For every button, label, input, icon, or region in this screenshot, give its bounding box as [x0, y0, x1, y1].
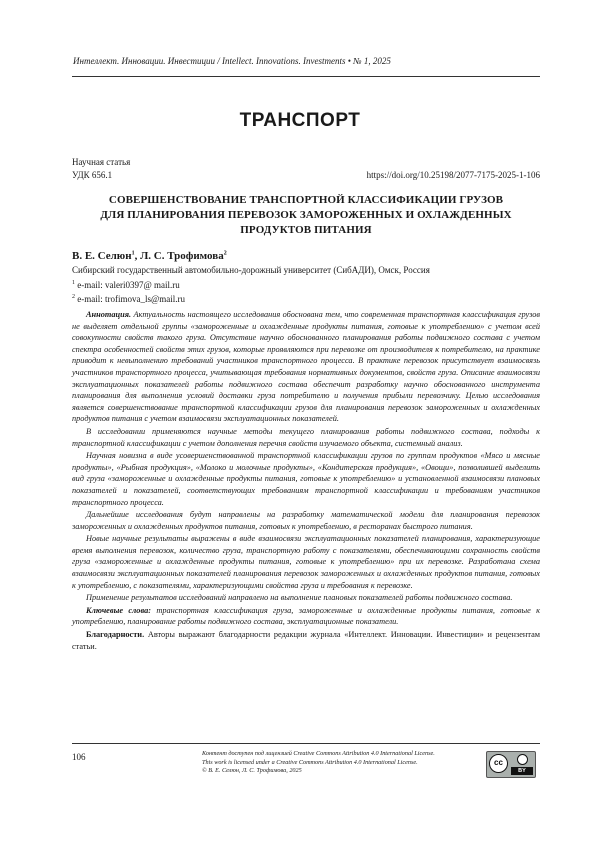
- doi-link[interactable]: https://doi.org/10.25198/2077-7175-2025-1-106: [366, 170, 540, 180]
- author-list: [72, 250, 227, 262]
- title-line: СОВЕРШЕНСТВОВАНИЕ ТРАНСПОРТНОЙ КЛАССИФИКАЦИИ ГРУЗОВ: [108, 194, 504, 206]
- acknowledgments-paragraph: [72, 629, 540, 652]
- author-superscript: 2: [223, 250, 227, 257]
- affiliation-block: [72, 264, 430, 306]
- attribution-icon: [513, 754, 531, 767]
- footer-divider: [72, 743, 540, 744]
- email-line: [72, 291, 430, 306]
- email-line: [72, 277, 430, 292]
- keywords-label: Ключевые слова:: [86, 605, 152, 615]
- abstract-paragraph: В исследовании применяются научные методы текущего планирования работы подвижного состава, подходы к транспортной классификации с учетом дополнения перечня свойств изучаемого объекта, системный анализ.: [72, 426, 540, 448]
- abstract-label: Аннотация.: [86, 310, 132, 319]
- article-meta: [72, 156, 540, 182]
- author-name: В. Е. Селюн: [72, 250, 132, 262]
- keywords-paragraph: [72, 605, 540, 628]
- article-type: Научная статья: [72, 157, 131, 167]
- acknowledgments-label: Благодарности.: [86, 630, 145, 640]
- license-block: [202, 750, 435, 776]
- abstract-paragraph: [72, 309, 540, 425]
- section-title: ТРАНСПОРТ: [239, 110, 361, 131]
- udk-code: УДК 656.1: [72, 170, 113, 180]
- title-line: ПРОДУКТОВ ПИТАНИЯ: [240, 224, 372, 236]
- abstract-paragraph: Научная новизна в виде усовершенствованной транспортной классификации грузов по группам продуктов «Мясо и мясные продукты», «Рыбная продукция», «Молоко и молочные продукты», «Кондитерская продукция», «Овощи», позволившей выделить вид груза «замороженные и охлажденные продукты питания, готовые к употреблению» и установленной взаимосвязи плановых показателей и показателей, соответствующих требованиям транспортной классификации и требованиям участников транспортного процесса.: [72, 451, 540, 507]
- article-title: [72, 193, 540, 238]
- author-separator: ,: [134, 250, 141, 262]
- abstract-paragraph: Применение результатов исследований направлено на выполнение плановых показателей работы подвижного состава.: [86, 593, 513, 603]
- abstract-paragraph: Новые научные результаты выражены в виде взаимосвязи эксплуатационных показателей планирования, характеризующие время выполнения перевозок, количество груза, транспортную работу с показателями, обеспечивающими сохранность свойств груза «замороженные и охлажденные продукты питания, готовые к употреблению» при их перевозке. Разработана схема взаимосвязи эксплуатационных показателей планирования перевозок замороженных и охлажденных продуктов питания, готовых к употреблению, с показателями, характеризующими свойства груза и требования к перевозке.: [72, 534, 540, 590]
- abstract-text: Актуальность настоящего исследования обоснована тем, что современная транспортная классификация грузов не выделяет отдельной группы «замороженные и охлажденные продукты питания, готовые к употреблению» с учетом всей совокупности свойств такого груза. Отсутствие научно обоснованного планирования работы подвижного состава с учетом спектра особенностей свойств этих грузов, которые проявляются при перевозке от производителя к потребителю, на практике приводит к невыполнению требований участников транспортного процесса. В практике перевозок присутствует взаимосвязь участников транспортного процесса, учитывающая требования нормативных документов, свойств груза. Описание взаимосвязи эксплуатационных показателей работы подвижного состава обеспечит разработку научно обоснованного инструмента планирования для выполнения условий доставки груза потребителю и получения прибыли перевозчику. Целью исследования является совершенствование транспортной классификации грузов для планирования перевозок замороженных и охлажденных продуктов питания с учетом взаимосвязи эксплуатационных показателей.: [72, 310, 540, 424]
- cc-by-badge[interactable]: [486, 751, 536, 778]
- affiliation-org: Сибирский государственный автомобильно-дорожный университет (СибАДИ), Омск, Россия: [72, 265, 430, 275]
- author-name: Л. С. Трофимова: [140, 250, 224, 262]
- keywords-text: транспортная классификация груза, замороженные и охлажденные продукты питания, готовые к употреблению, планирование работы подвижного состава, эксплуатационные показатели.: [72, 605, 541, 627]
- license-en: This work is licensed under a Creative Commons Attribution 4.0 International License.: [202, 758, 418, 766]
- email-superscript: 2: [72, 294, 75, 300]
- acknowledgments-text: Авторы выражают благодарности редакции журнала «Интеллект. Инновации. Инвестиции» и рецензентам статьи.: [72, 630, 540, 651]
- email-superscript: 1: [72, 279, 75, 286]
- abstract-paragraph: Дальнейшие исследования будут направлены на разработку математической модели для планирования перевозок замороженных и охлажденных продуктов питания, готовых к употреблению, в ресторанах быстрого питания.: [72, 510, 540, 531]
- cc-logo-icon: cc: [489, 754, 508, 773]
- abstract-block: [72, 309, 540, 653]
- by-label: BY: [511, 767, 533, 775]
- header-divider: [72, 76, 540, 77]
- page-number: 106: [72, 752, 86, 762]
- author-superscript: 1: [131, 250, 135, 257]
- journal-header: Интеллект. Инновации. Инвестиции / Intellect. Innovations. Investments • № 1, 2025: [73, 56, 391, 66]
- license-ru: Контент доступен под лицензией Creative Commons Attribution 4.0 International License.: [202, 750, 435, 757]
- email-address[interactable]: e-mail: valeri0397@ mail.ru: [75, 279, 180, 290]
- title-line: ДЛЯ ПЛАНИРОВАНИЯ ПЕРЕВОЗОК ЗАМОРОЖЕННЫХ И ОХЛАЖДЕННЫХ: [100, 209, 512, 221]
- email-address[interactable]: e-mail: trofimova_ls@mail.ru: [75, 294, 186, 304]
- copyright-line: © В. Е. Селюн, Л. С. Трофимова, 2025: [202, 767, 302, 775]
